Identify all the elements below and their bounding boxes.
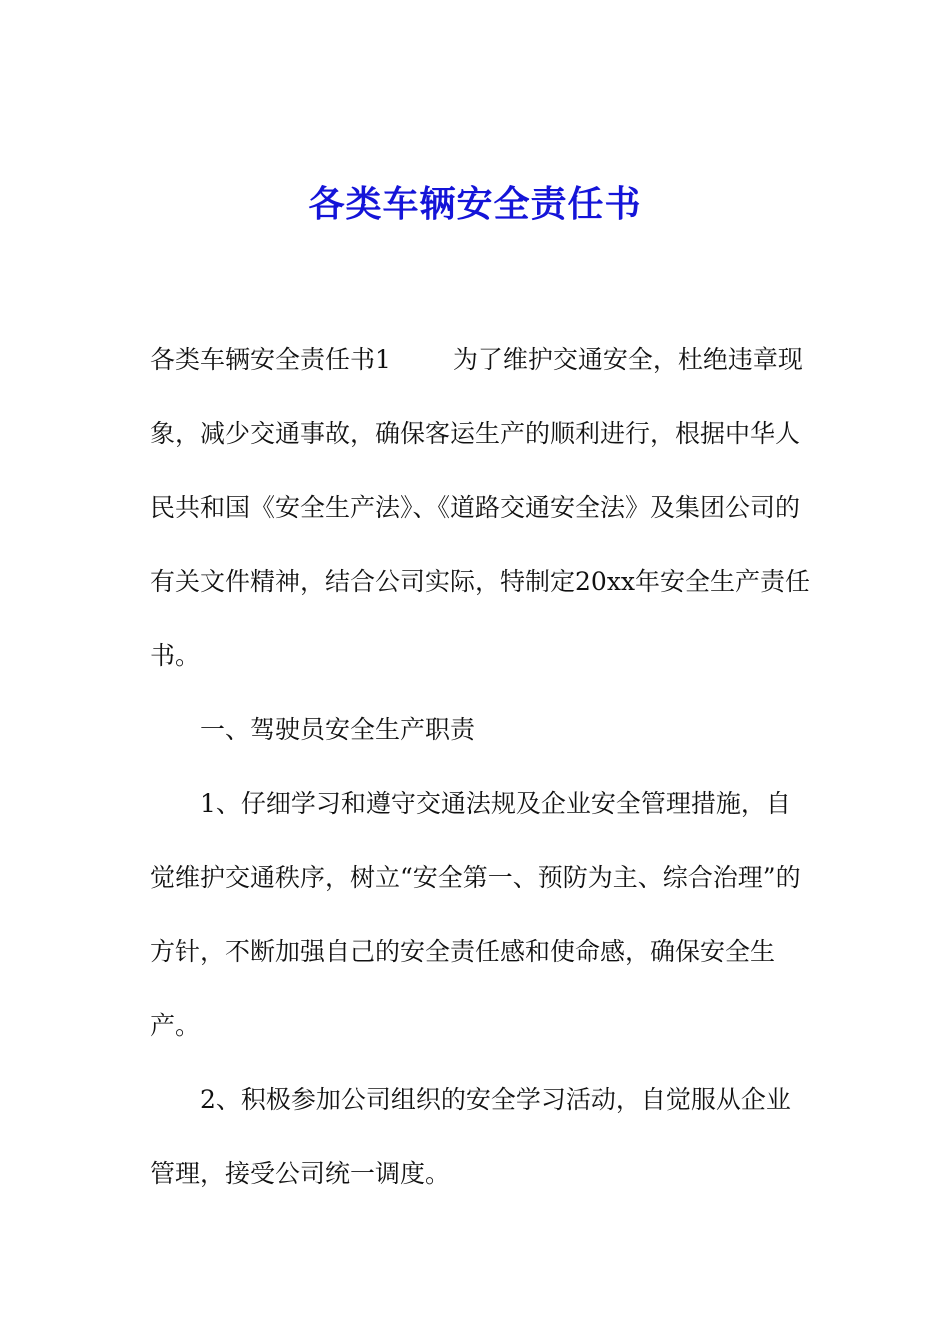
list-item: 2、积极参加公司组织的安全学习活动，自觉服从企业管理，接受公司统一调度。 <box>150 1085 791 1188</box>
intro-paragraph <box>150 323 810 693</box>
list-item: 1、仔细学习和遵守交通法规及企业安全管理措施，自觉维护交通秩序，树立“安全第一、预防为主、综合治理”的方针，不断加强自己的安全责任感和使命感，确保安全生产。 <box>150 789 801 1040</box>
document-title: 各类车辆安全责任书 <box>308 183 642 225</box>
intro-text: 为了维护交通安全，杜绝违章现象，减少交通事故，确保客运生产的顺利进行，根据中华人民共和国《安全生产法》、《道路交通安全法》及集团公司的有关文件精神，结合公司实际，特制定20xx年安全生产责任书。 <box>150 345 811 670</box>
intro-heading: 各类车辆安全责任书1 <box>150 345 391 374</box>
document-body <box>150 323 810 1211</box>
section-heading: 一、驾驶员安全生产职责 <box>200 715 476 744</box>
